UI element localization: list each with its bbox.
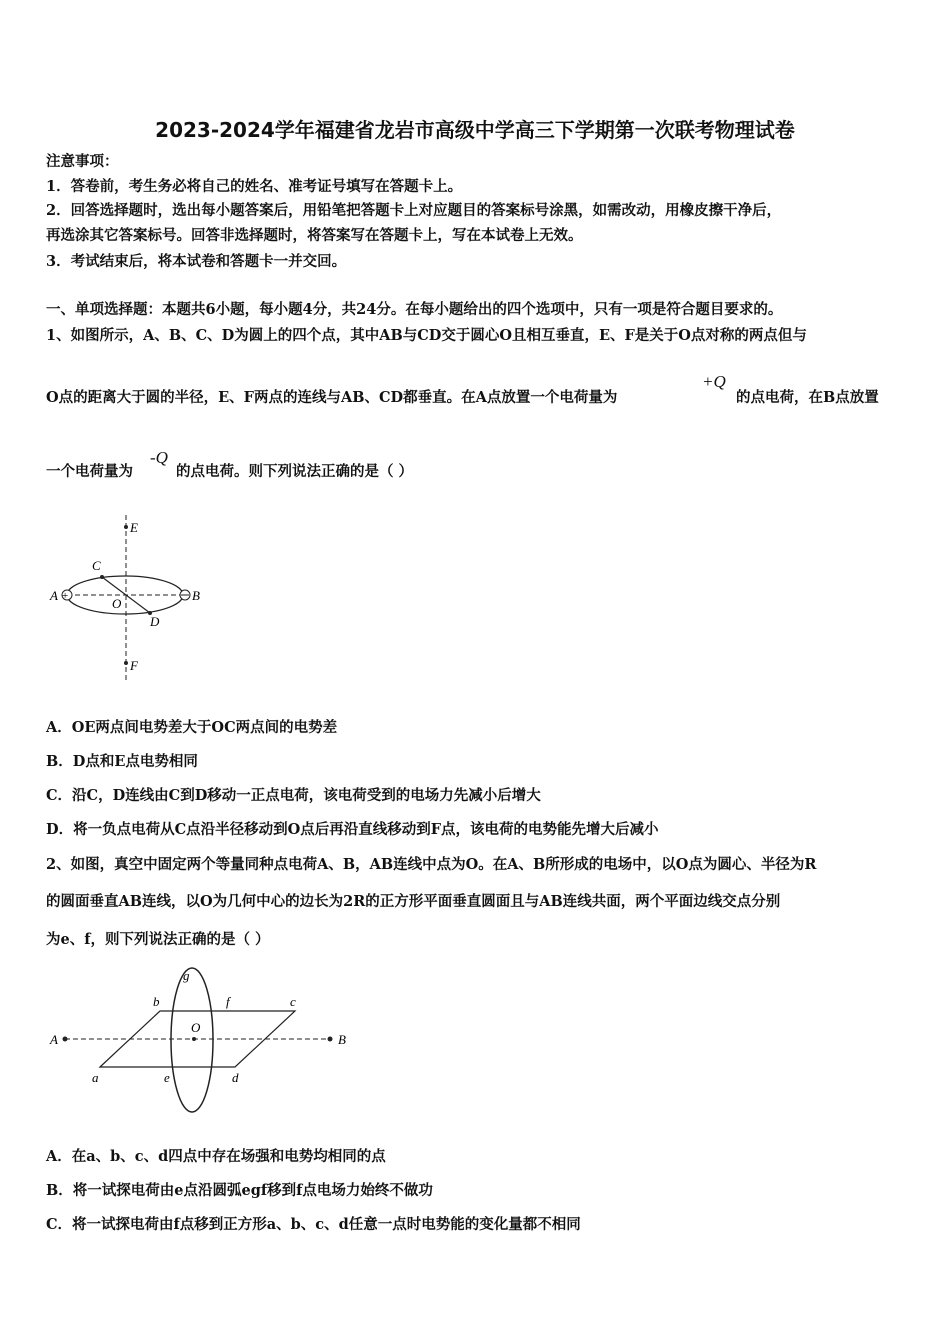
notice-heading: 注意事项： bbox=[46, 153, 119, 170]
section-heading: 一、单项选择题：本题共6小题，每小题4分，共24分。在每小题给出的四个选项中，只有一项是符合题目要求的。 bbox=[46, 301, 783, 318]
notice-item: 再选涂其它答案标号。回答非选择题时，将答案写在答题卡上，写在本试卷上无效。 bbox=[46, 227, 583, 244]
label-c: C bbox=[92, 558, 101, 573]
question-text: 2、如图，真空中固定两个等量同种点电荷A、B，AB连线中点为O。在A、B所形成的电场中，以O点为圆心、半径为R bbox=[46, 856, 817, 873]
label-d: D bbox=[150, 614, 160, 629]
question-text: 的点电荷。则下列说法正确的是（ ） bbox=[176, 463, 414, 480]
page-title: 2023-2024学年福建省龙岩市高级中学高三下学期第一次联考物理试卷 bbox=[155, 118, 795, 142]
label-c: c bbox=[290, 994, 296, 1009]
option-b: B．将一试探电荷由e点沿圆弧egf移到f点电场力始终不做功 bbox=[46, 1182, 433, 1199]
label-d: d bbox=[232, 1070, 239, 1085]
label-a-charge: A bbox=[50, 1032, 58, 1047]
minus-q-formula: -Q bbox=[150, 448, 168, 467]
label-f: F bbox=[130, 658, 138, 673]
q2-figure bbox=[40, 960, 360, 1120]
label-e: e bbox=[164, 1070, 170, 1085]
notice-item: 1．答卷前，考生务必将自己的姓名、准考证号填写在答题卡上。 bbox=[46, 178, 463, 195]
question-text: O点的距离大于圆的半径，E、F两点的连线与AB、CD都垂直。在A点放置一个电荷量为 bbox=[46, 389, 618, 406]
question-text: 为e、f，则下列说法正确的是（ ） bbox=[46, 931, 270, 948]
option-a: A．在a、b、c、d四点中存在场强和电势均相同的点 bbox=[46, 1148, 386, 1165]
label-a: a bbox=[92, 1070, 99, 1085]
label-b: b bbox=[153, 994, 160, 1009]
notice-item: 2．回答选择题时，选出每小题答案后，用铅笔把答题卡上对应题目的答案标号涂黑，如需改动，用橡皮擦干净后， bbox=[46, 202, 782, 219]
option-a: A．OE两点间电势差大于OC两点间的电势差 bbox=[46, 719, 338, 736]
label-o: O bbox=[112, 596, 122, 611]
notice-item: 3．考试结束后，将本试卷和答题卡一并交回。 bbox=[46, 253, 347, 270]
question-text: 一个电荷量为 bbox=[46, 463, 133, 480]
label-b: B bbox=[192, 588, 200, 603]
label-e: E bbox=[130, 520, 138, 535]
label-g: g bbox=[183, 968, 190, 983]
option-c: C．将一试探电荷由f点移到正方形a、b、c、d任意一点时电势能的变化量都不相同 bbox=[46, 1216, 581, 1233]
question-text: 1、如图所示，A、B、C、D为圆上的四个点，其中AB与CD交于圆心O且相互垂直，E、F是关于O点对称的两点但与 bbox=[46, 327, 807, 344]
question-text: 的点电荷，在B点放置 bbox=[736, 389, 879, 406]
option-b: B．D点和E点电势相同 bbox=[46, 753, 198, 770]
q1-figure bbox=[40, 510, 220, 685]
svg-text:+: + bbox=[62, 590, 69, 602]
plus-q-formula: +Q bbox=[702, 372, 726, 391]
question-text: 的圆面垂直AB连线，以O为几何中心的边长为2R的正方形平面垂直圆面且与AB连线共面，两个平面边线交点分别 bbox=[46, 893, 781, 910]
option-d: D．将一负点电荷从C点沿半径移动到O点后再沿直线移动到F点，该电荷的电势能先增大后减小 bbox=[46, 821, 659, 838]
label-b-charge: B bbox=[338, 1032, 346, 1047]
label-a: A bbox=[50, 588, 58, 603]
label-f: f bbox=[226, 994, 230, 1009]
label-o: O bbox=[191, 1020, 201, 1035]
option-c: C．沿C，D连线由C到D移动一正点电荷，该电荷受到的电场力先减小后增大 bbox=[46, 787, 541, 804]
